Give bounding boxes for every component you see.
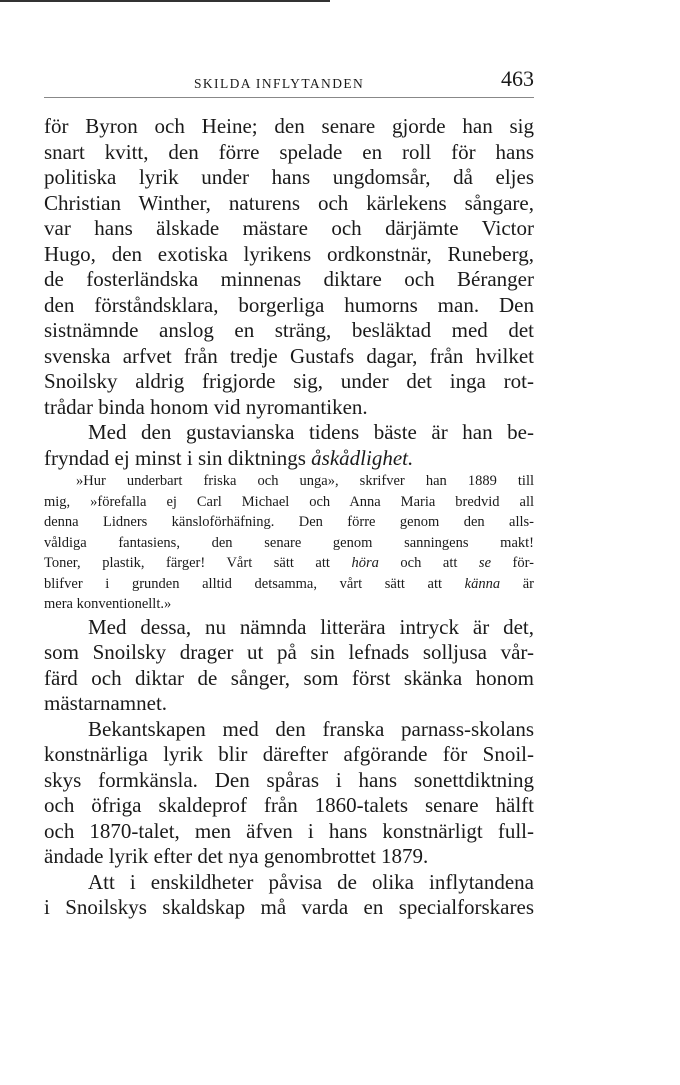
paragraph-4 xyxy=(44,717,534,870)
text-line: svenska arfvet från tredje Gustafs dagar, från hvilket xyxy=(44,343,534,368)
text-segment: blifver i grunden alltid detsamma, vårt sätt att xyxy=(44,575,465,592)
text-line: snart kvitt, den förre spelade en roll för hans xyxy=(44,139,534,164)
text-segment: är xyxy=(500,575,535,592)
text-line: som Snoilsky drager ut på sin lefnads solljusa vår- xyxy=(44,640,534,664)
quote-line xyxy=(44,574,534,595)
text-line: Snoilsky aldrig frigjorde sig, under det inga rot- xyxy=(44,369,534,393)
text-line: Bekantskapen med den franska parnass-skolans xyxy=(88,716,534,741)
paragraph-1 xyxy=(44,114,534,420)
header-rule xyxy=(44,97,534,98)
text-segment: för- xyxy=(491,555,534,571)
text-line: ändade lyrik efter det nya genombrottet 1879. xyxy=(44,844,429,868)
text-line: var hans älskade mästare och därjämte Victor xyxy=(44,216,534,240)
body-text xyxy=(44,114,534,921)
text-line: Med den gustavianska tidens bäste är han be- xyxy=(88,420,534,444)
text-segment: Toner, plastik, färger! Vårt sätt att xyxy=(44,555,352,571)
quote-line: våldiga fantasiens, den senare genom sanningens makt! xyxy=(44,534,534,551)
emphasized-word: se xyxy=(478,555,492,571)
text-line xyxy=(44,446,534,472)
text-line: Med dessa, nu nämnda litterära intryck är det, xyxy=(88,614,534,639)
emphasized-word: känna xyxy=(464,575,501,592)
page-number: 463 xyxy=(501,66,534,91)
emphasized-word: åskådlighet. xyxy=(311,445,414,470)
quote-line xyxy=(44,553,534,574)
quotation-block xyxy=(44,471,534,615)
text-line: konstnärliga lyrik blir därefter afgörande för Snoil- xyxy=(44,742,534,766)
paragraph-2 xyxy=(44,420,534,471)
text-line: trådar binda honom vid nyromantiken. xyxy=(44,394,368,419)
text-line: sistnämnde anslog en sträng, besläktad med det xyxy=(44,318,534,342)
paragraph-5 xyxy=(44,870,534,921)
top-edge-rule xyxy=(0,0,330,2)
paragraph-3 xyxy=(44,615,534,717)
text-line: skys formkänsla. Den spåras i hans sonettdiktning xyxy=(44,767,534,792)
page-header xyxy=(44,62,534,96)
quote-line: mera konventionellt.» xyxy=(44,596,172,612)
text-line: och 1870-talet, men äfven i hans konstnärligt full- xyxy=(44,818,534,843)
emphasized-word: höra xyxy=(351,555,379,571)
text-line: i Snoilskys skaldskap må varda en specialforskares xyxy=(44,895,534,919)
quote-line: »Hur underbart friska och unga», skrifver han 1889 till xyxy=(76,473,534,489)
text-line: Att i enskildheter påvisa de olika inflytandena xyxy=(88,869,534,894)
text-line: de fosterländska minnenas diktare och Béranger xyxy=(44,267,534,291)
text-segment: fryndad ej minst i sin diktnings xyxy=(44,445,312,470)
running-title: SKILDA INFLYTANDEN xyxy=(194,76,365,91)
text-line: den förståndsklara, borgerliga humorns man. Den xyxy=(44,292,534,317)
text-line: Christian Winther, naturens och kärlekens sångare, xyxy=(44,190,534,215)
quote-line: mig, »förefalla ej Carl Michael och Anna Maria bredvid all xyxy=(44,493,534,510)
text-line: och öfriga skaldeprof från 1860-talets senare hälft xyxy=(44,793,534,817)
quote-line: denna Lidners känsloförhäfning. Den förre genom den alls- xyxy=(44,514,534,530)
text-segment: och att xyxy=(378,555,479,571)
text-line: mästarnamnet. xyxy=(44,691,168,715)
text-line: för Byron och Heine; den senare gjorde han sig xyxy=(44,114,534,138)
text-line: politiska lyrik under hans ungdomsår, då eljes xyxy=(44,165,534,189)
text-line: Hugo, den exotiska lyrikens ordkonstnär, Runeberg, xyxy=(44,241,534,266)
text-line: färd och diktar de sånger, som först skänka honom xyxy=(44,665,534,690)
